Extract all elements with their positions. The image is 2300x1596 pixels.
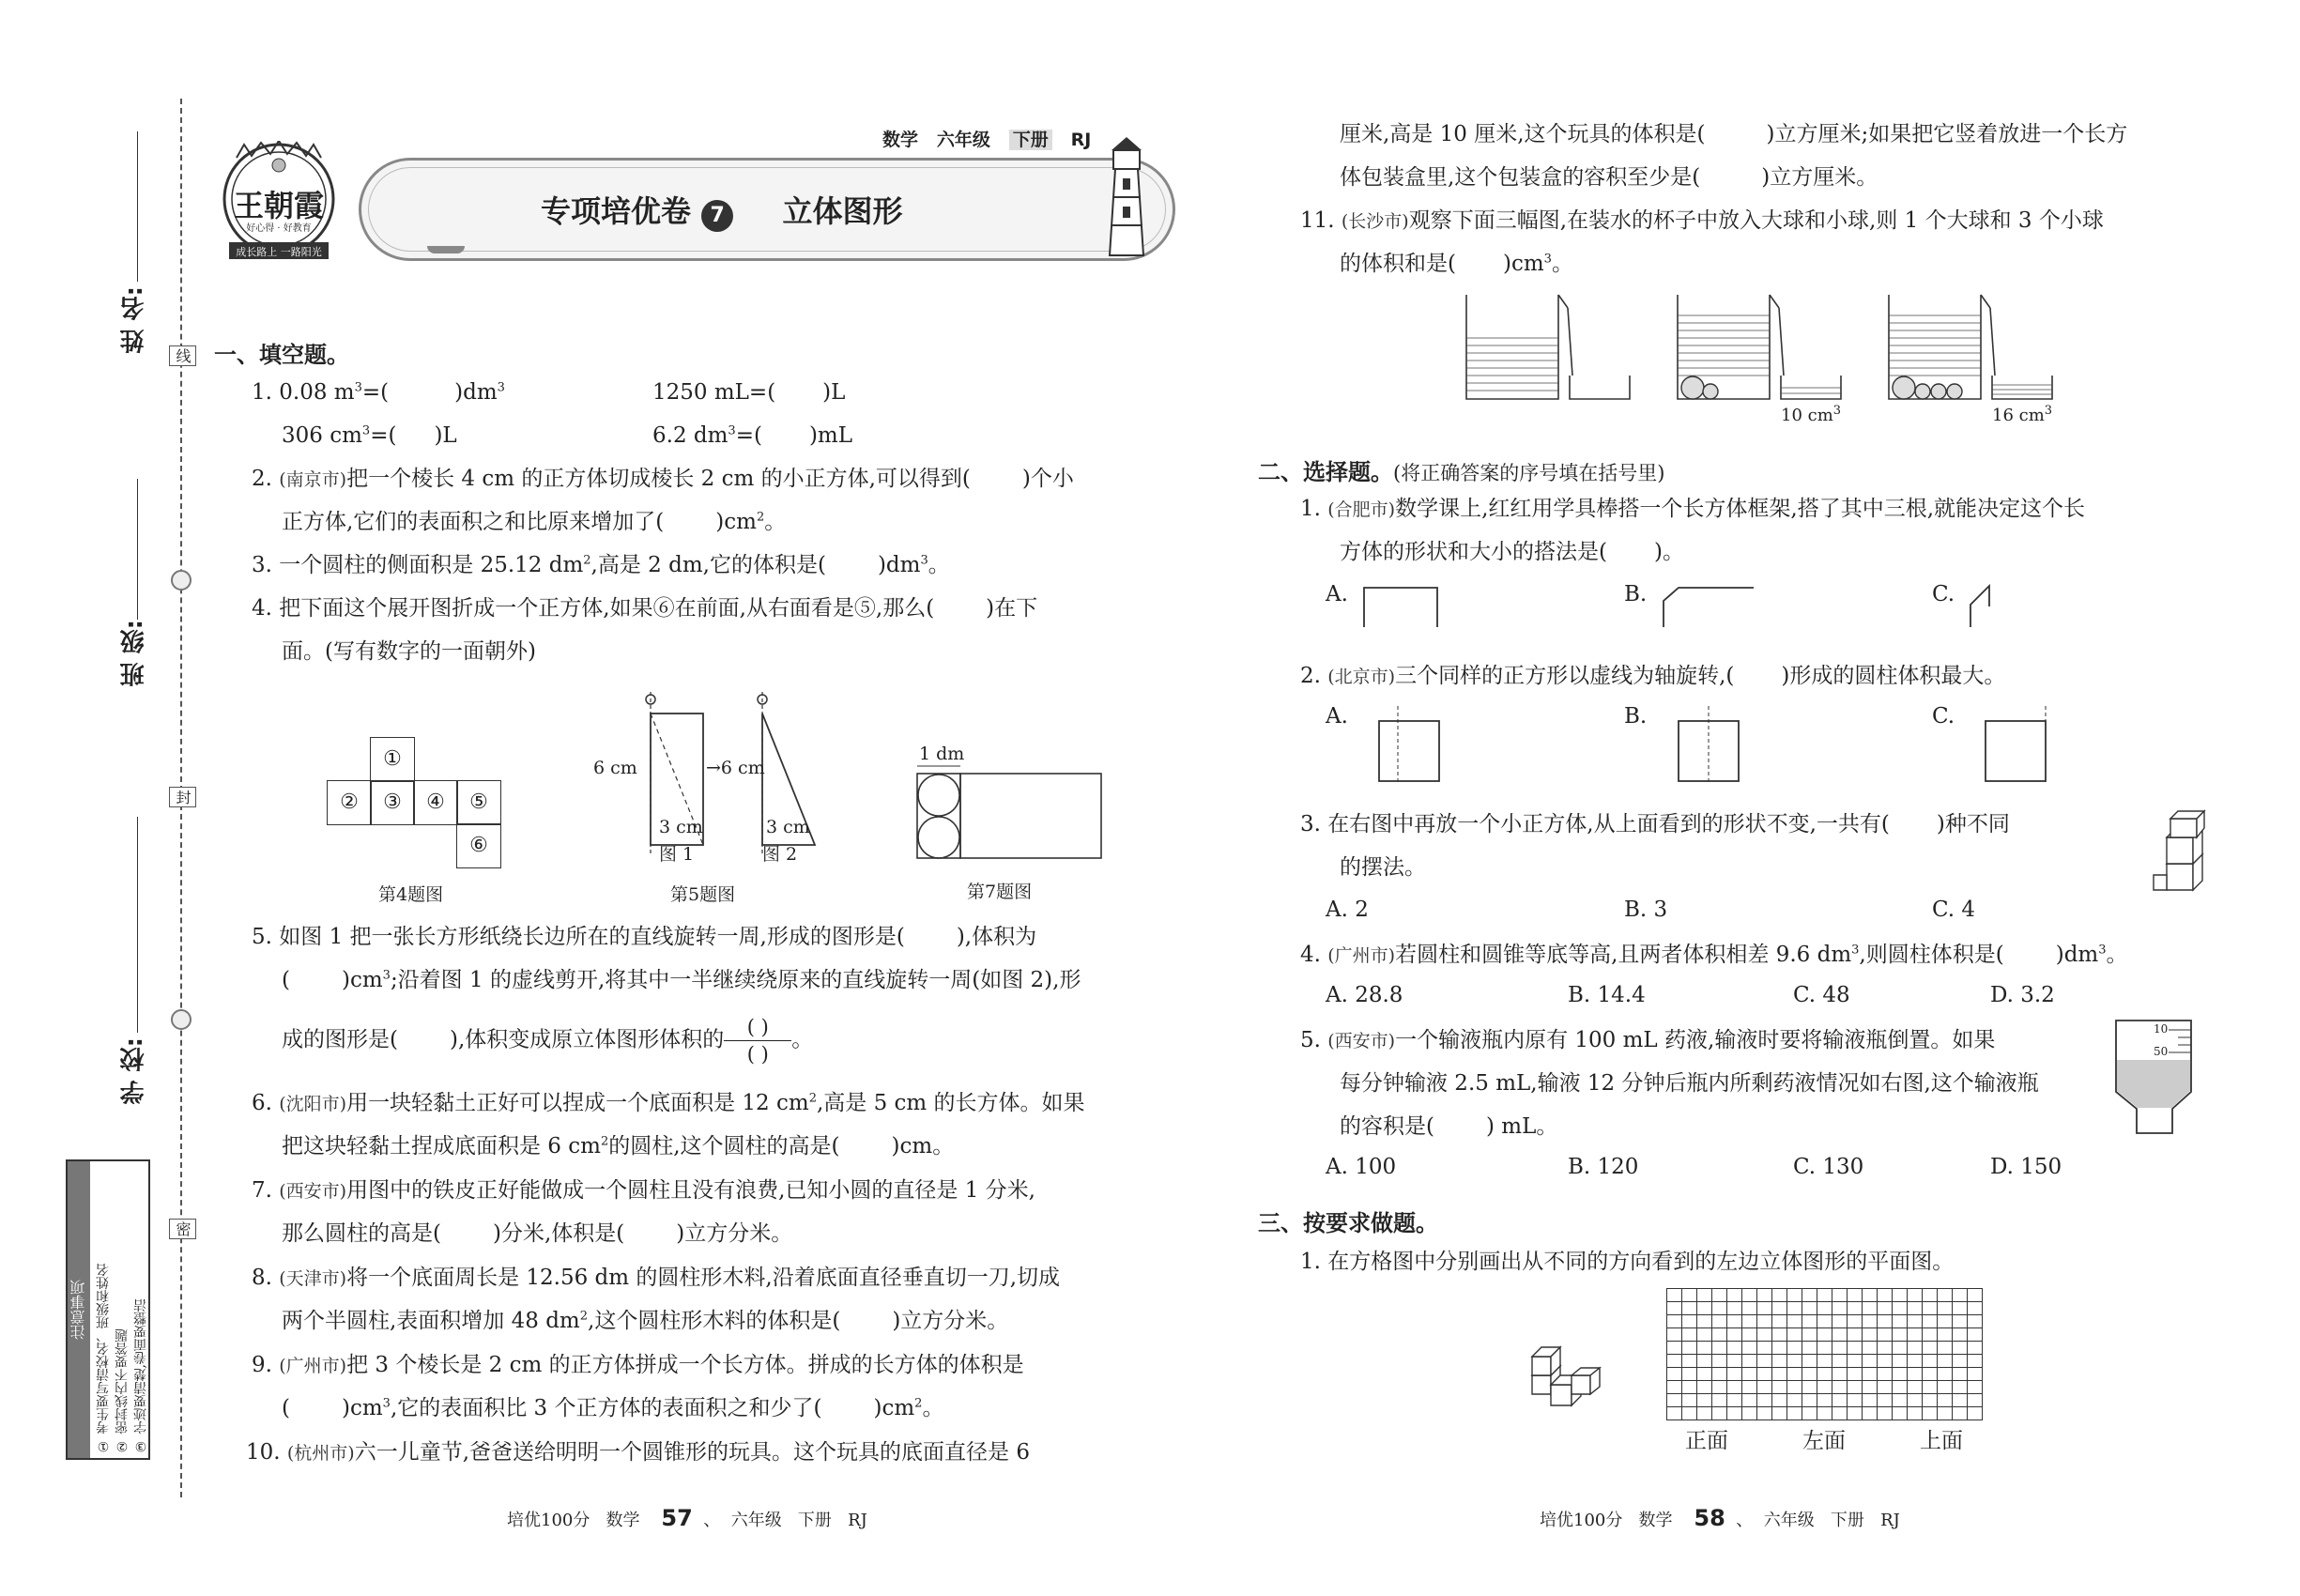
fig5-width2: 3 cm <box>766 817 810 837</box>
header-grade: 六年级 <box>936 130 990 150</box>
binder-hole-icon <box>171 570 192 591</box>
seal-char: 封 <box>169 787 196 807</box>
binder-hole-icon <box>171 1009 192 1030</box>
c4-option-b[interactable]: B. 14.4 <box>1568 983 1646 1007</box>
c4-option-a[interactable]: A. 28.8 <box>1326 983 1403 1007</box>
p1-view-top: 上面 <box>1920 1429 1963 1453</box>
p1-view-front: 正面 <box>1685 1429 1728 1453</box>
q2-line1: 2. (南京市)把一个棱长 4 cm 的正方体切成棱长 2 cm 的小正方体,可以得到( )个小 <box>252 467 1074 491</box>
c3-line1: 3. 在右图中再放一个小正方体,从上面看到的形状不变,一共有( )种不同 <box>1300 812 2010 836</box>
q1-line1b: 1250 mL=( )L <box>652 380 846 405</box>
c5-line2: 每分钟输液 2.5 mL,输液 12 分钟后瓶内所剩药液情况如右图,这个输液瓶 <box>1340 1071 2039 1096</box>
q10-line2: 厘米,高是 10 厘米,这个玩具的体积是( )立方厘米;如果把它竖着放进一个长方 <box>1340 122 2128 146</box>
q4-line2: 面。(写有数字的一面朝外) <box>282 639 536 664</box>
title-number-badge: 7 <box>701 200 733 232</box>
q11-line2: 的体积和是( )$cm^3$。 <box>1340 252 1573 276</box>
c5-infusion-bottle <box>2112 1019 2197 1140</box>
notice-title: 注意事项 <box>68 1161 90 1458</box>
c5-line3: 的容积是( ) mL。 <box>1340 1114 1558 1139</box>
c2-line1: 2. (北京市)三个同样的正方形以虚线为轴旋转,( )形成的圆柱体积最大。 <box>1300 664 2006 688</box>
q10-line3: 体包装盒里,这个包装盒的容积至少是( )立方厘米。 <box>1340 165 1878 190</box>
q9-line2: ( )$cm^3$,它的表面积比 3 个正方体的表面积之和少了( )$cm^2$。 <box>282 1396 944 1420</box>
fig5-rectangles <box>593 690 817 865</box>
q6-line1: 6. (沈阳市)用一块轻黏土正好可以捏成一个底面积是 12 $cm^2$,高是 5 cm 的长方体。如果 <box>252 1091 1085 1115</box>
q5-fraction-answer[interactable]: $\frac{( )}{( )}$ <box>724 1016 791 1066</box>
fig5-caption: 第5题图 <box>670 884 736 905</box>
notice-item: ③ 字迹要清楚,卷面要整洁 <box>133 1298 148 1453</box>
fig5-arrow-height: →6 cm <box>706 758 765 778</box>
fig5-width1: 3 cm <box>659 817 703 837</box>
fig7-cylinder-net <box>915 744 1103 862</box>
c3-option-c[interactable]: C. 4 <box>1932 898 1976 922</box>
fig4-caption: 第4题图 <box>378 884 444 905</box>
q5-line2: ( )$cm^3$;沿着图 1 的虚线剪开,将其中一半继续绕原来的直线旋转一周(如图 2),形 <box>282 968 1081 992</box>
p1-solid-figure <box>1530 1338 1610 1417</box>
fig7-caption: 第7题图 <box>967 882 1033 902</box>
school-field[interactable] <box>137 817 138 1033</box>
q10-line1: 10. (杭州市)六一儿童节,爸爸送给明明一个圆锥形的玩具。这个玩具的底面直径是 6 <box>246 1440 1030 1465</box>
fig7-label: 1 dm <box>919 744 965 764</box>
school-label: 学 校: <box>120 1037 148 1105</box>
q11-overflow-2: 16 $cm^3$ <box>1992 404 2053 425</box>
title-text: 立体图形 <box>782 193 903 229</box>
brand-name: 王朝霞 <box>233 188 324 223</box>
fig5-label2: 图 2 <box>762 844 798 865</box>
page-number-left: 57 <box>661 1505 693 1531</box>
notice-box <box>66 1159 150 1460</box>
c5-option-a[interactable]: A. 100 <box>1326 1155 1397 1179</box>
seal-char: 线 <box>169 345 196 366</box>
q1-line1: 1. 0.08 $m^3=$( )$dm^3$ <box>252 380 505 405</box>
title-prefix: 专项培优卷 <box>541 193 692 229</box>
q8-line2: 两个半圆柱,表面积增加 48 $dm^2$,这个圆柱形木料的体积是( )立方分米。 <box>282 1309 1009 1333</box>
name-label: 姓 名: <box>120 286 148 354</box>
c2-option-a[interactable]: A. <box>1326 704 1445 784</box>
c1-option-a[interactable]: A. <box>1326 582 1445 629</box>
lighthouse-icon <box>1089 131 1164 262</box>
q6-line2: 把这块轻黏土捏成底面积是 6 $cm^2$的圆柱,这个圆柱的高是( )cm。 <box>282 1134 955 1159</box>
fig5-label1: 图 1 <box>659 844 695 865</box>
brand-subtitle: 好心得 · 好教育 <box>246 223 312 234</box>
section-tasks: 三、按要求做题。 <box>1258 1210 1438 1236</box>
footer-right: 培优100分 数学 58 、 六年级 下册 RJ <box>1540 1505 1900 1531</box>
header-edition: RJ <box>1070 130 1092 150</box>
c5-line1: 5. (西安市)一个输液瓶内原有 100 mL 药液,输液时要将输液瓶倒置。如果 <box>1300 1028 1996 1052</box>
c2-option-b[interactable]: B. <box>1624 704 1744 784</box>
q7-line1: 7. (西安市)用图中的铁皮正好能做成一个圆柱且没有浪费,已知小圆的直径是 1 分米, <box>252 1178 1035 1203</box>
fig4-cube-net: ① ② ③ ④ ⑤ ⑥ <box>327 737 505 868</box>
section-fill-blank: 一、填空题。 <box>214 342 349 368</box>
p1-line1: 1. 在方格图中分别画出从不同的方向看到的左边立体图形的平面图。 <box>1300 1250 1955 1274</box>
notice-item: ① 考生要写清校名、班级和姓名 <box>96 1263 111 1453</box>
c3-line2: 的摆法。 <box>1340 855 1426 880</box>
page-title <box>541 188 902 232</box>
c3-option-b[interactable]: B. 3 <box>1624 898 1668 922</box>
c5-option-b[interactable]: B. 120 <box>1568 1155 1639 1179</box>
c5-option-d[interactable]: D. 150 <box>1990 1155 2062 1179</box>
q11-beaker-figures <box>1464 291 2065 432</box>
class-label: 班 级: <box>120 620 148 687</box>
q11-line1: 11. (长沙市)观察下面三幅图,在装水的杯子中放入大球和小球,则 1 个大球和 3 个小球 <box>1300 208 2104 233</box>
ship-icon <box>427 246 465 253</box>
p1-answer-grid[interactable] <box>1666 1288 1983 1420</box>
c3-option-a[interactable]: A. 2 <box>1326 898 1369 922</box>
c2-option-c[interactable]: C. <box>1932 704 2051 784</box>
q5-line1: 5. 如图 1 把一张长方形纸绕长边所在的直线旋转一周,形成的图形是( ),体积为 <box>252 925 1037 949</box>
header-subject: 数学 <box>882 130 919 150</box>
section-choice: 二、选择题。(将正确答案的序号填在括号里) <box>1258 459 1665 485</box>
p1-view-left: 左面 <box>1802 1429 1846 1453</box>
c4-option-d[interactable]: D. 3.2 <box>1990 983 2055 1007</box>
c1-option-c[interactable]: C. <box>1932 582 2023 629</box>
name-field[interactable] <box>137 131 138 282</box>
q1-line2b: 6.2 $dm^3=$( )mL <box>652 423 853 448</box>
c1-line1: 1. (合肥市)数学课上,红红用学具棒搭一个长方体框架,搭了其中三根,就能决定这个长 <box>1300 497 2086 521</box>
page-number-right: 58 <box>1694 1505 1725 1531</box>
class-field[interactable] <box>137 479 138 620</box>
header-meta <box>882 126 1091 151</box>
brand-logo <box>208 141 349 263</box>
footer-left: 培优100分 数学 57 、 六年级 下册 RJ <box>507 1505 867 1531</box>
brand-slogan: 成长路上 一路阳光 <box>236 246 322 258</box>
q11-overflow-1: 10 $cm^3$ <box>1781 404 1842 425</box>
c1-option-b[interactable]: B. <box>1624 582 1763 629</box>
q4-line1: 4. 把下面这个展开图折成一个正方体,如果⑥在前面,从右面看是⑤,那么( )在下 <box>252 596 1038 621</box>
header-term: 下册 <box>1009 130 1052 150</box>
c5-mark-50: 50 <box>2154 1045 2169 1058</box>
c4-line1: 4. (广州市)若圆柱和圆锥等底等高,且两者体积相差 9.6 $dm^3$,则圆柱体积是( )$dm^3$。 <box>1300 943 2128 967</box>
q2-line2: 正方体,它们的表面积之和比原来增加了( )$cm^2$。 <box>282 510 787 534</box>
q1-line2: 306 $cm^3=$( )L <box>282 423 457 448</box>
q5-line3: 成的图形是( ),体积变成原立体图形体积的 $\frac{( )}{( )}$ 。 <box>282 1016 814 1066</box>
c3-cube-stack <box>2150 809 2216 898</box>
q7-line2: 那么圆柱的高是( )分米,体积是( )立方分米。 <box>282 1221 793 1246</box>
seal-char: 密 <box>169 1219 196 1239</box>
fig5-height: 6 cm <box>593 758 637 778</box>
c1-line2: 方体的形状和大小的搭法是( )。 <box>1340 540 1684 564</box>
c5-option-c[interactable]: C. 130 <box>1793 1155 1864 1179</box>
c4-option-c[interactable]: C. 48 <box>1793 983 1850 1007</box>
q3-line1: 3. 一个圆柱的侧面积是 25.12 $dm^2$,高是 2 dm,它的体积是( )$dm^3$。 <box>252 553 950 577</box>
q8-line1: 8. (天津市)将一个底面周长是 12.56 dm 的圆柱形木料,沿着底面直径垂直切一刀,切成 <box>252 1266 1061 1290</box>
q9-line1: 9. (广州市)把 3 个棱长是 2 cm 的正方体拼成一个长方体。拼成的长方体的体积是 <box>252 1353 1024 1377</box>
c5-mark-10: 10 <box>2154 1022 2169 1036</box>
notice-item: ② 密封线内不要答题 <box>115 1328 130 1453</box>
